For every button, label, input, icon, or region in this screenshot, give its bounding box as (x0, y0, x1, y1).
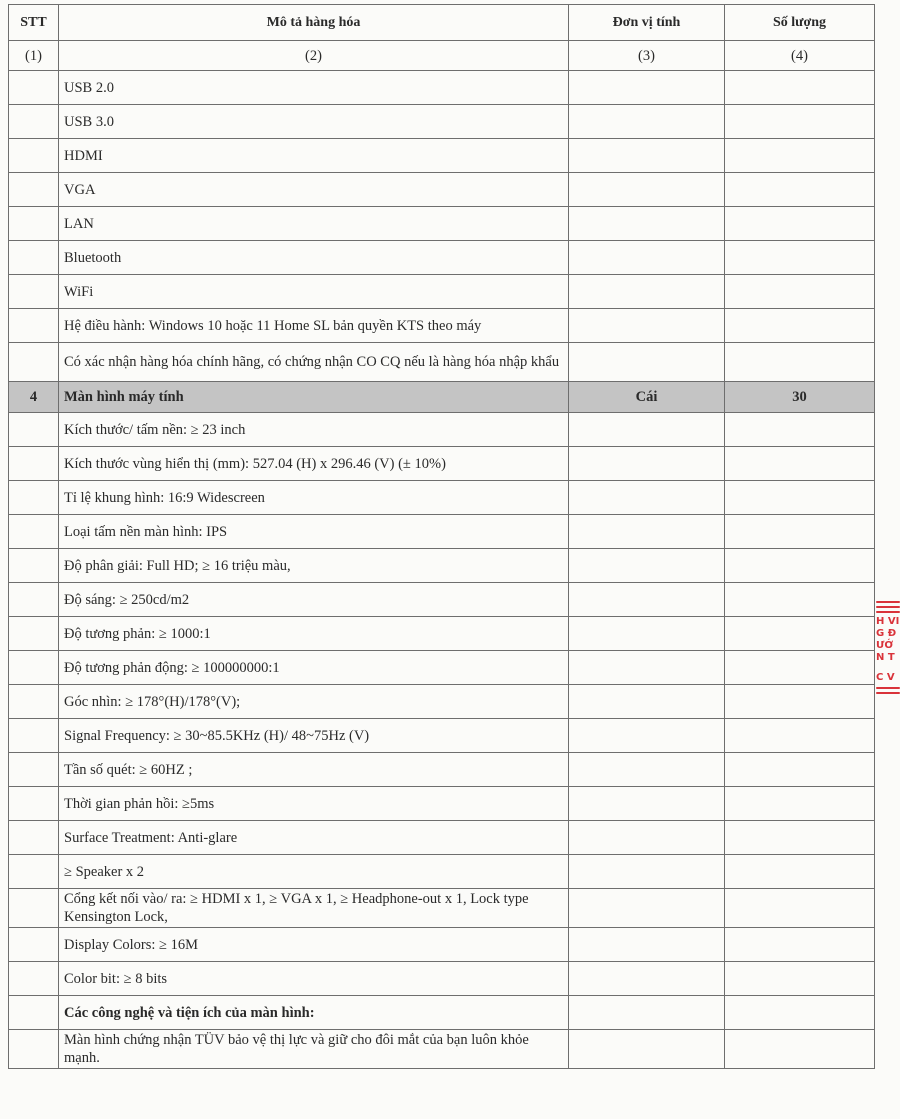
item-unit: Cái (569, 382, 725, 413)
spec-description: Góc nhìn: ≥ 178°(H)/178°(V); (59, 685, 569, 719)
empty-cell (569, 753, 725, 787)
empty-cell (725, 139, 875, 173)
spec-description: HDMI (59, 139, 569, 173)
empty-cell (725, 309, 875, 343)
empty-cell (9, 207, 59, 241)
empty-cell (569, 787, 725, 821)
spec-description: USB 2.0 (59, 71, 569, 105)
item-row-monitor (9, 382, 875, 413)
spec-description: Cổng kết nối vào/ ra: ≥ HDMI x 1, ≥ VGA x 1, ≥ Headphone-out x 1, Lock type Kensington Lock, (59, 889, 569, 928)
empty-cell (9, 928, 59, 962)
spec-row (9, 889, 875, 928)
empty-cell (569, 651, 725, 685)
empty-cell (9, 481, 59, 515)
empty-cell (569, 719, 725, 753)
empty-cell (569, 821, 725, 855)
empty-cell (725, 685, 875, 719)
empty-cell (9, 617, 59, 651)
spec-row (9, 343, 875, 382)
empty-cell (9, 549, 59, 583)
colnum-1: (1) (9, 41, 59, 71)
empty-cell (569, 855, 725, 889)
empty-cell (725, 515, 875, 549)
spec-description: Color bit: ≥ 8 bits (59, 962, 569, 996)
header-unit: Đơn vị tính (569, 5, 725, 41)
empty-cell (9, 71, 59, 105)
empty-cell (9, 855, 59, 889)
empty-cell (725, 928, 875, 962)
empty-cell (569, 343, 725, 382)
spec-row (9, 207, 875, 241)
empty-cell (569, 617, 725, 651)
empty-cell (725, 651, 875, 685)
empty-cell (569, 309, 725, 343)
spec-description: Hệ điều hành: Windows 10 hoặc 11 Home SL bản quyền KTS theo máy (59, 309, 569, 343)
spec-row (9, 139, 875, 173)
empty-cell (725, 207, 875, 241)
empty-cell (569, 173, 725, 207)
empty-cell (9, 309, 59, 343)
spec-row (9, 821, 875, 855)
empty-cell (569, 928, 725, 962)
empty-cell (9, 515, 59, 549)
spec-row (9, 549, 875, 583)
header-row (9, 5, 875, 41)
spec-description: Màn hình chứng nhận TÜV bảo vệ thị lực và giữ cho đôi mắt của bạn luôn khỏe mạnh. (59, 1030, 569, 1069)
item-description: Màn hình máy tính (59, 382, 569, 413)
spec-row (9, 855, 875, 889)
spec-row (9, 173, 875, 207)
empty-cell (569, 105, 725, 139)
empty-cell (569, 583, 725, 617)
empty-cell (725, 447, 875, 481)
goods-table (8, 4, 875, 1069)
spec-row (9, 583, 875, 617)
spec-description: Tỉ lệ khung hình: 16:9 Widescreen (59, 481, 569, 515)
empty-cell (9, 685, 59, 719)
spec-row (9, 928, 875, 962)
spec-description: Độ sáng: ≥ 250cd/m2 (59, 583, 569, 617)
column-number-row (9, 41, 875, 71)
colnum-4: (4) (725, 41, 875, 71)
empty-cell (725, 549, 875, 583)
empty-cell (569, 447, 725, 481)
stamp-text: ƯỚ (876, 640, 894, 651)
empty-cell (725, 71, 875, 105)
empty-cell (569, 139, 725, 173)
empty-cell (9, 996, 59, 1030)
stamp-text: H VI (876, 616, 900, 627)
empty-cell (725, 413, 875, 447)
spec-row (9, 996, 875, 1030)
empty-cell (725, 241, 875, 275)
empty-cell (9, 787, 59, 821)
empty-cell (9, 447, 59, 481)
spec-row (9, 719, 875, 753)
spec-row (9, 617, 875, 651)
spec-description: Thời gian phản hồi: ≥5ms (59, 787, 569, 821)
spec-row (9, 275, 875, 309)
stamp-text: G Đ (876, 628, 897, 639)
spec-row (9, 241, 875, 275)
empty-cell (9, 241, 59, 275)
spec-description: Surface Treatment: Anti-glare (59, 821, 569, 855)
spec-row (9, 787, 875, 821)
empty-cell (725, 583, 875, 617)
item-stt: 4 (9, 382, 59, 413)
spec-description: Display Colors: ≥ 16M (59, 928, 569, 962)
spec-description: Kích thước/ tấm nền: ≥ 23 inch (59, 413, 569, 447)
spec-row (9, 105, 875, 139)
empty-cell (569, 685, 725, 719)
spec-row (9, 753, 875, 787)
spec-description: Tần số quét: ≥ 60HZ ; (59, 753, 569, 787)
empty-cell (725, 1030, 875, 1069)
spec-description: Các công nghệ và tiện ích của màn hình: (59, 996, 569, 1030)
empty-cell (725, 855, 875, 889)
empty-cell (725, 719, 875, 753)
spec-description: ≥ Speaker x 2 (59, 855, 569, 889)
empty-cell (569, 241, 725, 275)
spec-description: Signal Frequency: ≥ 30~85.5KHz (H)/ 48~75Hz (V) (59, 719, 569, 753)
empty-cell (725, 343, 875, 382)
spec-row (9, 447, 875, 481)
spec-row (9, 481, 875, 515)
spec-description: VGA (59, 173, 569, 207)
empty-cell (9, 275, 59, 309)
empty-cell (569, 962, 725, 996)
empty-cell (569, 481, 725, 515)
empty-cell (725, 481, 875, 515)
empty-cell (569, 71, 725, 105)
spec-description: LAN (59, 207, 569, 241)
empty-cell (9, 343, 59, 382)
empty-cell (725, 105, 875, 139)
empty-cell (569, 1030, 725, 1069)
empty-cell (725, 996, 875, 1030)
empty-cell (9, 889, 59, 928)
empty-cell (725, 889, 875, 928)
empty-cell (9, 583, 59, 617)
spec-description: USB 3.0 (59, 105, 569, 139)
empty-cell (725, 962, 875, 996)
empty-cell (725, 275, 875, 309)
spec-row (9, 515, 875, 549)
spec-description: Loại tấm nền màn hình: IPS (59, 515, 569, 549)
spec-row (9, 962, 875, 996)
header-description: Mô tả hàng hóa (59, 5, 569, 41)
empty-cell (569, 996, 725, 1030)
spec-description: Có xác nhận hàng hóa chính hãng, có chứng nhận CO CQ nếu là hàng hóa nhập khẩu (59, 343, 569, 382)
stamp-text: N T (876, 652, 895, 663)
empty-cell (725, 617, 875, 651)
empty-cell (725, 753, 875, 787)
spec-description: Bluetooth (59, 241, 569, 275)
header-quantity: Số lượng (725, 5, 875, 41)
spec-row (9, 413, 875, 447)
spec-description: Độ tương phản: ≥ 1000:1 (59, 617, 569, 651)
empty-cell (725, 787, 875, 821)
spec-description: Độ tương phản động: ≥ 100000000:1 (59, 651, 569, 685)
empty-cell (9, 105, 59, 139)
empty-cell (569, 549, 725, 583)
spec-description: Kích thước vùng hiển thị (mm): 527.04 (H) x 296.46 (V) (± 10%) (59, 447, 569, 481)
item-quantity: 30 (725, 382, 875, 413)
red-stamp (876, 598, 900, 758)
empty-cell (9, 651, 59, 685)
header-stt: STT (9, 5, 59, 41)
empty-cell (9, 753, 59, 787)
empty-cell (569, 889, 725, 928)
empty-cell (569, 275, 725, 309)
spec-row (9, 71, 875, 105)
empty-cell (569, 413, 725, 447)
spec-row (9, 1030, 875, 1069)
empty-cell (9, 719, 59, 753)
empty-cell (9, 1030, 59, 1069)
spec-row (9, 651, 875, 685)
empty-cell (569, 207, 725, 241)
stamp-text: C V (876, 672, 895, 683)
empty-cell (9, 962, 59, 996)
spec-row (9, 309, 875, 343)
empty-cell (9, 413, 59, 447)
empty-cell (569, 515, 725, 549)
colnum-3: (3) (569, 41, 725, 71)
spec-description: WiFi (59, 275, 569, 309)
empty-cell (725, 821, 875, 855)
empty-cell (9, 173, 59, 207)
colnum-2: (2) (59, 41, 569, 71)
empty-cell (725, 173, 875, 207)
empty-cell (9, 139, 59, 173)
empty-cell (9, 821, 59, 855)
spec-row (9, 685, 875, 719)
spec-description: Độ phân giải: Full HD; ≥ 16 triệu màu, (59, 549, 569, 583)
